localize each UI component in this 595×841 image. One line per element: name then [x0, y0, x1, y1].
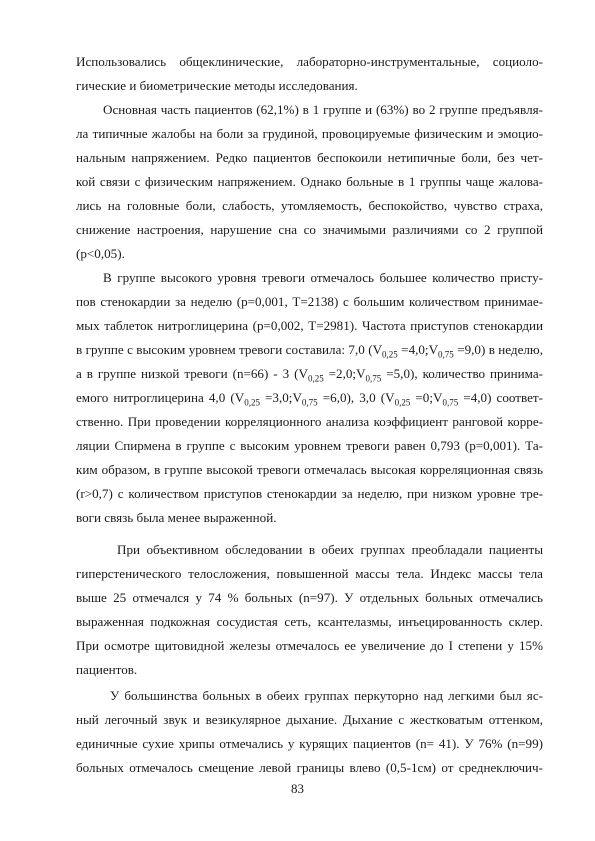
- text-line: пов стенокардии за неделю (р=0,001, Т=2138) с большим количеством принимае-: [76, 294, 543, 309]
- text-line: У большинства больных в обеих группах перкуторно над легкими был яс-: [110, 688, 543, 703]
- text-line: ный легочный звук и везикулярное дыхание. Дыхание с жестковатым оттенком,: [76, 712, 543, 727]
- text-line: Использовались общеклинические, лабораторно-инструментальные, социоло-: [76, 54, 543, 69]
- text-line: кой связи с физическим напряжением. Однако больные в 1 группы чаще жалова-: [76, 174, 543, 189]
- page-number: 83: [291, 781, 304, 796]
- text-line: в группе с высоким уровнем тревоги составила: 7,0 ($V_{0,25}$ $=4,0;V_{0,75} =9,0$) в неделю,: [76, 342, 543, 360]
- text-line: гиперстенического телосложения, повышенной массы тела. Индекс массы тела: [76, 566, 543, 581]
- text-line: снижение настроения, нарушение сна со значимыми различиями со 2 группой: [76, 222, 543, 237]
- text-line: пациентов.: [76, 662, 138, 677]
- text-line: ла типичные жалобы на боли за грудиной, провоцируемые физическим и эмоцио-: [76, 126, 543, 141]
- text-line: (r>0,7) с количеством приступов стенокардии за неделю, при низком уровне тре-: [76, 486, 543, 501]
- text-line: воги связь была менее выраженной.: [76, 510, 277, 525]
- text-line: лись на головные боли, слабость, утомляемость, беспокойство, чувство страха,: [76, 198, 543, 213]
- text-line: а в группе низкой тревоги (n=66) - 3 ($V_{0,25}$ $=2,0;V_{0,75} =5,0$), количество принима-: [76, 366, 543, 384]
- text-line: емого нитроглицерина 4,0 ($V_{0,25}$ $=3,0;V_{0,75} =6,0$), 3,0 ($V_{0,25}$ $=0;V_{0,75} =4,0$) соответ-: [76, 390, 543, 408]
- text-line: При осмотре щитовидной железы отмечалось ее увеличение до I степени у 15%: [76, 638, 543, 653]
- text-line: единичные сухие хрипы отмечались у курящих пациентов (n= 41). У 76% (n=99): [76, 736, 543, 751]
- text-line: ляции Спирмена в группе с высоким уровнем тревоги равен 0,793 (р=0,001). Та-: [76, 438, 543, 453]
- text-line: В группе высокого уровня тревоги отмечалось большее количество присту-: [103, 270, 543, 285]
- text-line: мых таблеток нитроглицерина (р=0,002, Т=2981). Частота приступов стенокардии: [76, 318, 543, 333]
- text-line: нальным напряжением. Редко пациентов беспокоили нетипичные боли, без чет-: [76, 150, 543, 165]
- text-line: Основная часть пациентов (62,1%) в 1 группе и (63%) во 2 группе предъявля-: [103, 102, 543, 117]
- text-line: ким образом, в группе высокой тревоги отмечалась высокая корреляционная связь: [76, 462, 543, 477]
- text-line: больных отмечалось смещение левой границы влево (0,5-1см) от среднеключич-: [76, 760, 543, 775]
- text-line: выраженная подкожная сосудистая сеть, ксантелазмы, инъецированность склер.: [76, 614, 543, 629]
- text-line: ственно. При проведении корреляционного анализа коэффициент ранговой корре-: [76, 414, 543, 429]
- text-line: гические и биометрические методы исследования.: [76, 78, 358, 93]
- text-line: выше 25 отмечался у 74 % больных (n=97). У отдельных больных отмечались: [76, 590, 543, 605]
- text-line: При объективном обследовании в обеих группах преобладали пациенты: [117, 542, 543, 557]
- text-line: (р<0,05).: [76, 246, 125, 261]
